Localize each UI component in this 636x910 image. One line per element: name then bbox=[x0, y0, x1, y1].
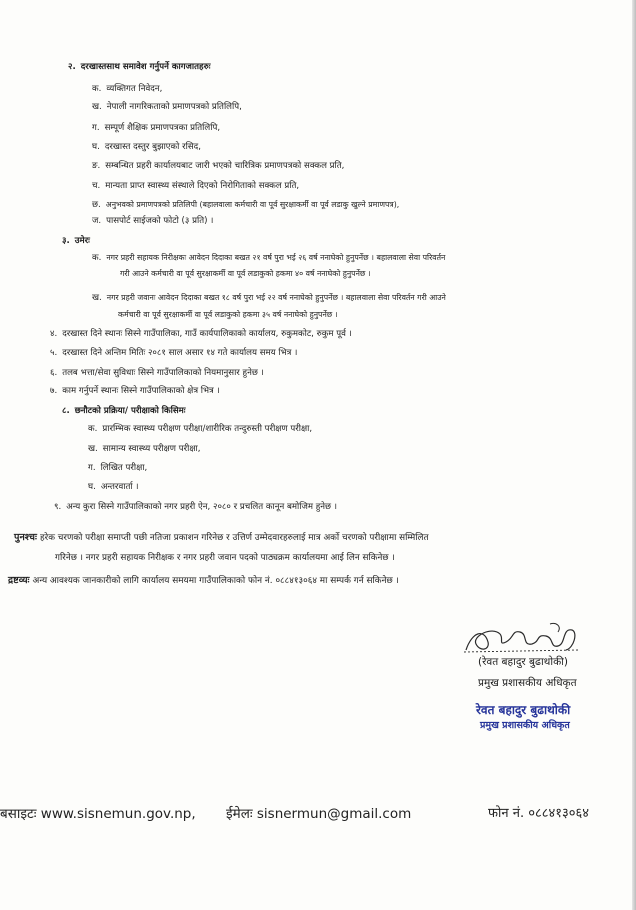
item-text: नेपाली नागरिकताको प्रमाणपत्रको प्रतिलिपि, bbox=[106, 102, 242, 112]
postscript-text: गरिनेछ । नगर प्रहरी सहायक निरीक्षक र नगर प्रहरी जवान पदको पाठ्यक्रम कार्यालयमा आई लिन सकिनेछ । bbox=[55, 553, 395, 563]
item-text: नगर प्रहरी सहायक निरीक्षकः आवेदन दिदाका बखत २१ वर्ष पुरा भई २६ वर्ष ननाघेको हुनुपर्नेछ । बहालवाला सेवा परिवर्तन bbox=[106, 253, 446, 262]
list-item bbox=[92, 216, 213, 227]
item-number: छ. bbox=[92, 200, 101, 210]
item-text: अन्तरवार्ता । bbox=[100, 482, 139, 492]
section-title: दरखास्तसाथ समावेश गर्नुपर्ने कागजातहरुः bbox=[80, 62, 211, 72]
section-7 bbox=[50, 386, 220, 397]
section-text: अन्य कुरा सिस्ने गाउँपालिकाको नगर प्रहरी ऐन, २०८० र प्रचलित कानून बमोजिम हुनेछ । bbox=[66, 502, 338, 512]
footer-website: बसाइटः www.sisnemun.gov.np, bbox=[0, 806, 196, 822]
age-item-b bbox=[92, 292, 446, 304]
item-text: पासपोर्ट साईजको फोटो (३ प्रति) । bbox=[106, 216, 214, 226]
item-text: लिखित परीक्षा, bbox=[100, 463, 148, 473]
signatory-title: प्रमुख प्रशासकीय अधिकृत bbox=[478, 677, 577, 689]
item-text: प्रारम्भिक स्वास्थ्य परीक्षण परीक्षा/शारीरिक तन्दुरुस्ती परीक्षण परीक्षा, bbox=[102, 424, 313, 434]
section-title: छनौटको प्रक्रिया/ परीक्षाको किसिमः bbox=[74, 406, 186, 416]
section-number: ५. bbox=[50, 348, 58, 358]
handwritten-signature bbox=[462, 620, 582, 656]
section-5 bbox=[50, 348, 297, 359]
section-number: २. bbox=[68, 62, 76, 72]
list-item bbox=[92, 181, 299, 192]
section-text: तलब भत्ता/सेवा सुविधाः सिस्ने गाउँपालिकाको नियमानुसार हुनेछ । bbox=[62, 368, 264, 378]
item-number: घ. bbox=[92, 142, 100, 152]
item-text: मान्यता प्राप्त स्वास्थ्य संस्थाले दिएको निरोगिताको सक्कल प्रति, bbox=[105, 181, 300, 191]
section-text: दरखास्त दिने स्थानः सिस्ने गाउँपालिका, गाउँ कार्यपालिकाको कार्यालय, रुकुमकोट, रुकुम पूर्व । bbox=[62, 329, 352, 339]
item-text: नगर प्रहरी जवानः आवेदन दिदाका बखत १८ वर्ष पुरा भई २२ वर्ष ननाघेको हुनुपर्नेछ । बहालवाला सेवा परिवर्तन गरी आउने bbox=[106, 293, 446, 302]
age-item-a-cont bbox=[120, 268, 371, 280]
item-text: सम्बन्धित प्रहरी कार्यालयबाट जारी भएको चारित्रिक प्रमाणपत्रको सक्कल प्रति, bbox=[105, 161, 345, 171]
item-text: अनुभवको प्रमाणपत्रको प्रतिलिपी (बहालवाला कर्मचारी वा पूर्व सुरक्षाकर्मी वा पूर्व लडाकु खुल्ने प्रमाणपत्र), bbox=[105, 200, 400, 209]
section-4 bbox=[50, 329, 352, 340]
item-number: च. bbox=[92, 181, 101, 191]
item-text: दरखास्त दस्तुर बुझाएको रसिद, bbox=[104, 142, 201, 152]
section-number: ७. bbox=[50, 386, 58, 396]
item-number: घ. bbox=[88, 482, 96, 492]
age-item-b-cont bbox=[118, 309, 338, 321]
item-number: ज. bbox=[92, 216, 102, 226]
list-item bbox=[88, 444, 200, 455]
list-item bbox=[92, 102, 242, 113]
item-number: ख. bbox=[88, 444, 98, 454]
list-item bbox=[92, 84, 162, 95]
list-item bbox=[88, 463, 147, 474]
postscript-label: पुनश्चः bbox=[14, 532, 37, 543]
postscript-text: हरेक चरणको परीक्षा समाप्ती पछी नतिजा प्रकाशन गरिनेछ र उत्तिर्ण उम्मेदवारहरुलाई मात्र अर्को चरणको परीक्षामा सम्मिलित bbox=[39, 533, 429, 543]
section-number: ८. bbox=[62, 406, 70, 416]
section-text: दरखास्त दिने अन्तिम मितिः २०८१ साल असार १४ गते कार्यालय समय भित्र । bbox=[62, 348, 298, 358]
list-item bbox=[92, 142, 201, 153]
section-6 bbox=[50, 368, 264, 379]
item-number: क. bbox=[92, 253, 102, 263]
section-number: ४. bbox=[50, 329, 58, 339]
section-text: काम गर्नुपर्ने स्थानः सिस्ने गाउँपालिकाको क्षेत्र भित्र । bbox=[62, 386, 220, 396]
item-number: क. bbox=[92, 84, 102, 94]
item-number: ख. bbox=[92, 293, 102, 303]
section-number: ९. bbox=[54, 502, 62, 512]
item-number: ग. bbox=[92, 123, 100, 133]
list-item bbox=[88, 482, 139, 493]
footer-phone: फोन नं. ०८८४१३०६४ bbox=[488, 806, 590, 821]
item-number: ग. bbox=[88, 463, 96, 473]
footer-email: ईमेलः sisnermun@gmail.com bbox=[226, 806, 412, 822]
item-text: व्यक्तिगत निवेदन, bbox=[106, 84, 163, 94]
item-number: ङ. bbox=[92, 161, 101, 171]
section-3-heading bbox=[62, 236, 90, 247]
note-text: अन्य आवश्यक जानकारीको लागि कार्यालय समयमा गाउँपालिकाको फोन नं. ०८८४१३०६४ मा सम्पर्क गर्न सकिनेछ । bbox=[32, 576, 399, 586]
section-9 bbox=[54, 502, 337, 513]
list-item bbox=[92, 123, 220, 134]
section-number: ३. bbox=[62, 236, 70, 246]
stamp-title: प्रमुख प्रशासकीय अधिकृत bbox=[480, 720, 570, 731]
stamp-name: रेवत बहादुर बुढाथोकी bbox=[476, 703, 571, 717]
item-number: ख. bbox=[92, 102, 102, 112]
section-2-heading bbox=[68, 62, 210, 73]
section-number: ६. bbox=[50, 368, 58, 378]
list-item bbox=[88, 424, 312, 435]
age-item-a bbox=[92, 252, 445, 264]
section-8-heading bbox=[62, 406, 186, 417]
item-text: कर्मचारी वा पूर्व सुरक्षाकर्मी वा पूर्व लडाकुको हकमा ३५ वर्ष ननाघेको हुनुपर्नेछ । bbox=[118, 310, 338, 319]
list-item bbox=[92, 199, 399, 211]
note-label: द्रष्टव्यः bbox=[8, 575, 30, 586]
postscript-line-2 bbox=[55, 551, 395, 565]
scan-edge-shadow bbox=[632, 0, 636, 910]
note-line bbox=[8, 574, 399, 588]
item-text: सामान्य स्वास्थ्य परीक्षण परीक्षा, bbox=[102, 444, 201, 454]
section-title: उमेरः bbox=[74, 236, 90, 246]
list-item bbox=[92, 161, 344, 172]
signatory-name: (रेवत बहादुर बुढाथोकी) bbox=[478, 656, 568, 668]
item-text: गरी आउने कर्मचारी वा पूर्व सुरक्षाकर्मी वा पूर्व लडाकुको हकमा ४० वर्ष ननाघेको हुनुपर्नेछ । bbox=[120, 269, 371, 278]
item-number: क. bbox=[88, 424, 98, 434]
postscript-line-1 bbox=[14, 531, 429, 545]
item-text: सम्पूर्ण शैक्षिक प्रमाणपत्रका प्रतिलिपि, bbox=[104, 123, 221, 133]
